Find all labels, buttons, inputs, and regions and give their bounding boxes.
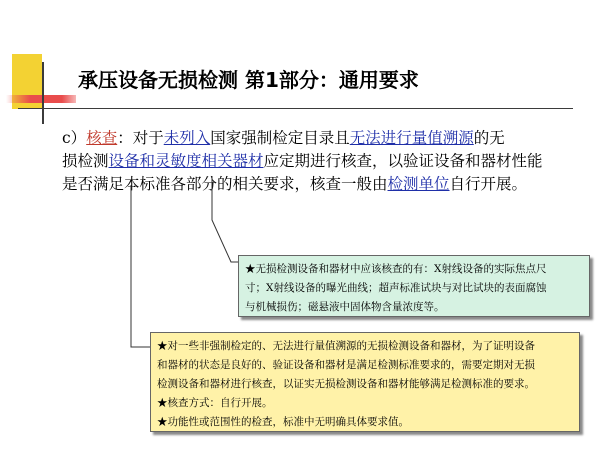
text-segment: 是否满足本标准各部分的相关要求，核查一般由 (62, 175, 388, 193)
text-segment: ：对于 (117, 129, 164, 147)
note-line: ★功能性或范围性的检查，标准中无明确具体要求值。 (157, 416, 409, 428)
text-segment: 损检测 (62, 152, 109, 170)
highlight-testing-unit: 检测单位 (387, 175, 450, 193)
text-segment: 国家强制检定目录且 (210, 129, 350, 147)
slide-title: 承压设备无损检测 第1部分：通用要求 (78, 68, 419, 92)
note-line: ★对一些非强制检定的、无法进行量值溯源的无损检测设备和器材，为了证明设备 (157, 340, 535, 352)
note-line: 寸；X射线设备的曝光曲线；超声标准试块与对比试块的表面腐蚀 (245, 282, 547, 294)
highlight-equipment-materials: 设备和灵敏度相关器材 (108, 152, 264, 170)
callout-note-yellow (150, 332, 580, 432)
callout-note-green (238, 255, 590, 317)
text-segment: 的无 (473, 129, 505, 147)
note-line: ★无损检测设备和器材中应该核查的有：X射线设备的实际焦点尺 (245, 263, 547, 275)
text-segment: 自行开展。 (449, 175, 528, 193)
leader-line-green (212, 176, 238, 262)
note-line: 与机械损伤；磁悬液中固体物含量浓度等。 (245, 301, 445, 313)
text-segment: 应定期进行核查，以验证设备和器材性能 (263, 152, 543, 170)
note-line: 检测设备和器材进行核查，以证实无损检测设备和器材能够满足检测标准的要求。 (157, 378, 535, 390)
note-line: ★核查方式：自行开展。 (157, 397, 273, 409)
highlight-no-traceability: 无法进行量值溯源 (349, 129, 474, 147)
leader-line-yellow (131, 185, 150, 347)
note-line: 和器材的状态是良好的、验证设备和器材是满足检测标准要求的，需要定期对无损 (157, 359, 535, 371)
highlight-not-listed: 未列入 (163, 129, 211, 147)
item-prefix: c） (62, 129, 87, 147)
term-verification: 核查 (86, 129, 118, 147)
